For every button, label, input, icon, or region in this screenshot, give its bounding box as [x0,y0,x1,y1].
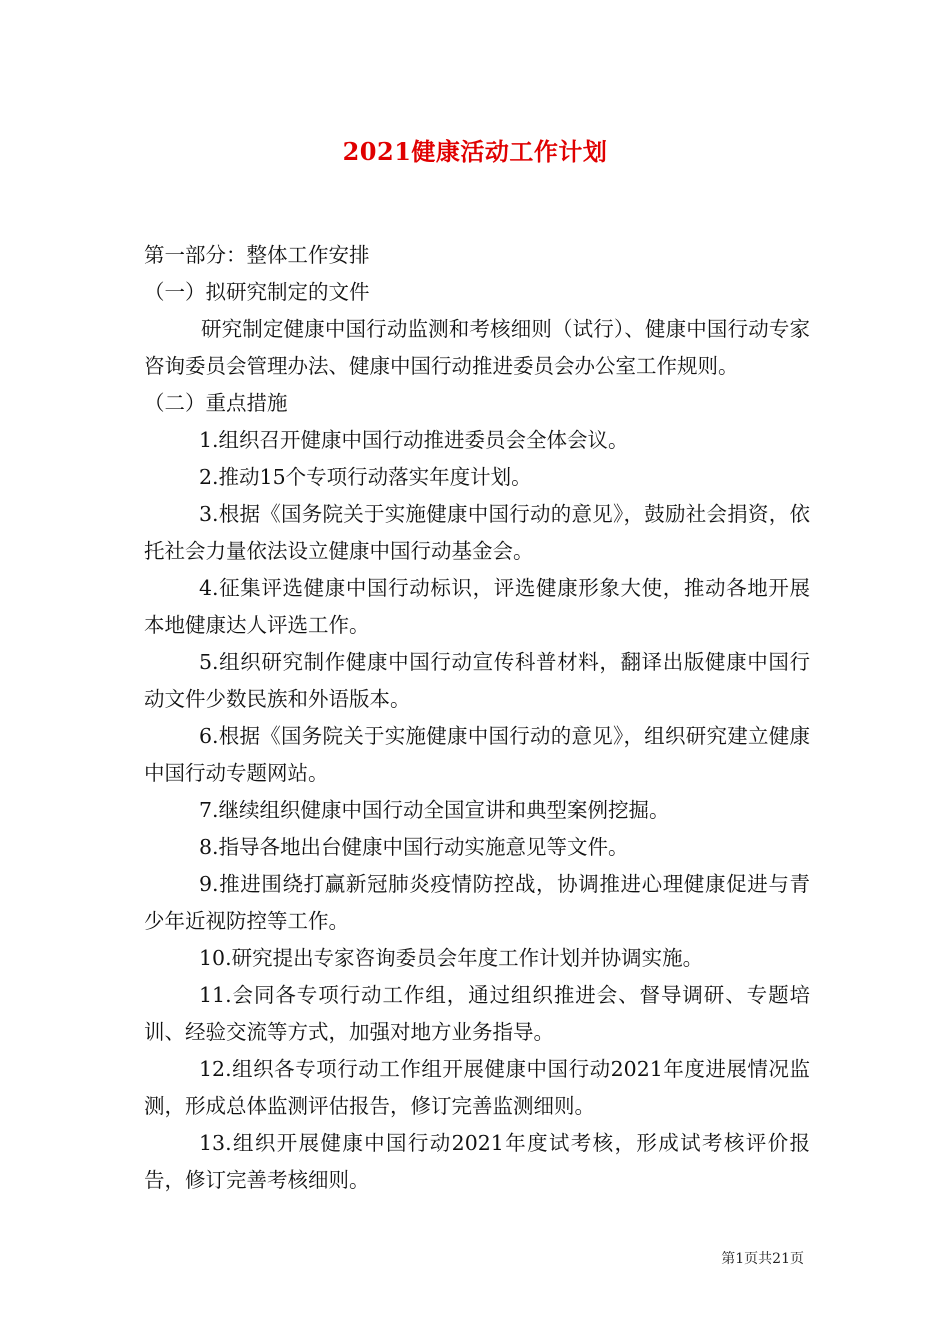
list-item: 9.推进围绕打赢新冠肺炎疫情防控战，协调推进心理健康促进与青少年近视防控等工作。 [144,872,810,933]
section-heading-1: （一）拟研究制定的文件 [144,280,370,304]
page-number: 第1页共21页 [721,1251,804,1267]
list-item: 4.征集评选健康中国行动标识，评选健康形象大使，推动各地开展本地健康达人评选工作。 [144,576,810,637]
document-body [144,237,810,1199]
list-item: 10.研究提出专家咨询委员会年度工作计划并协调实施。 [199,946,704,970]
part-heading: 第一部分：整体工作安排 [144,243,370,267]
document-title: 2021健康活动工作计划 [342,137,608,166]
list-item: 3.根据《国务院关于实施健康中国行动的意见》，鼓励社会捐资，依托社会力量依法设立健康中国行动基金会。 [144,502,810,563]
list-item: 7.继续组织健康中国行动全国宣讲和典型案例挖掘。 [199,798,670,822]
list-item: 8.指导各地出台健康中国行动实施意见等文件。 [199,835,629,859]
list-item: 13.组织开展健康中国行动2021年度试考核，形成试考核评价报告，修订完善考核细则。 [144,1131,810,1192]
list-item: 2.推动15个专项行动落实年度计划。 [199,465,532,489]
section-heading-2: （二）重点措施 [144,391,288,415]
list-item: 5.组织研究制作健康中国行动宣传科普材料，翻译出版健康中国行动文件少数民族和外语版本。 [144,650,810,711]
list-item: 1.组织召开健康中国行动推进委员会全体会议。 [199,428,629,452]
list-item: 11.会同各专项行动工作组，通过组织推进会、督导调研、专题培训、经验交流等方式，加强对地方业务指导。 [144,983,810,1044]
list-item: 12.组织各专项行动工作组开展健康中国行动2021年度进展情况监测，形成总体监测评估报告，修订完善监测细则。 [144,1057,810,1118]
list-item: 6.根据《国务院关于实施健康中国行动的意见》，组织研究建立健康中国行动专题网站。 [144,724,810,785]
section-1-paragraph: 研究制定健康中国行动监测和考核细则（试行）、健康中国行动专家咨询委员会管理办法、健康中国行动推进委员会办公室工作规则。 [144,317,810,378]
